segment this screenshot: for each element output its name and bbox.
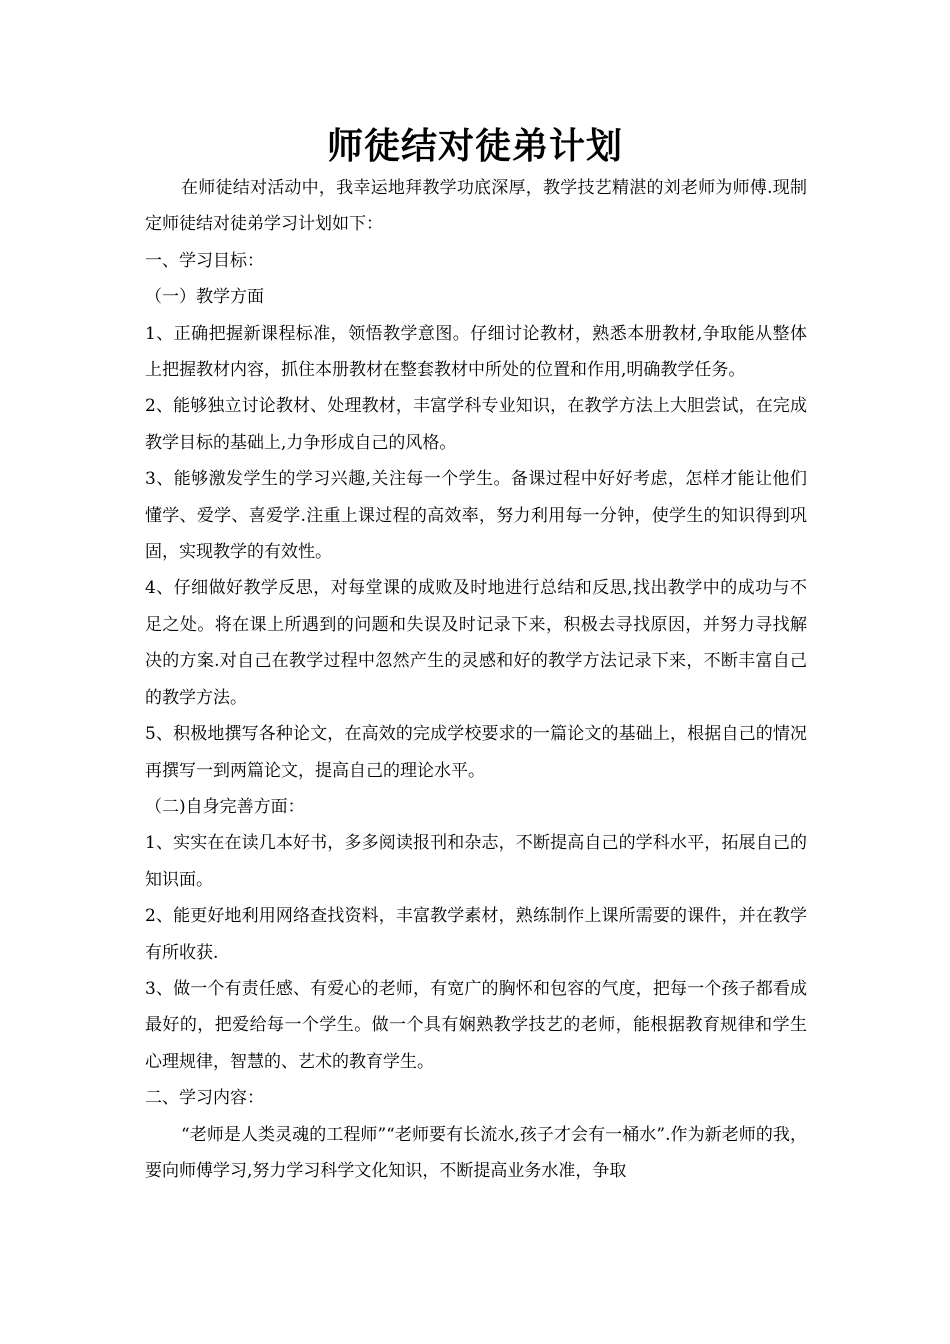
goal-item-1: 1、正确把握新课程标准，领悟教学意图。仔细讨论教材，熟悉本册教材,争取能从整体上把握教材内容，抓住本册教材在整套教材中所处的位置和作用,明确教学任务。 xyxy=(145,323,807,381)
document-body xyxy=(145,170,807,1189)
content-paragraph: “老师是人类灵魂的工程师”“老师要有长流水,孩子才会有一桶水”.作为新老师的我，要向师傅学习,努力学习科学文化知识，不断提高业务水准，争取 xyxy=(145,1124,807,1181)
intro-paragraph: 在师徒结对活动中，我幸运地拜教学功底深厚，教学技艺精湛的刘老师为师傅.现制定师徒结对徒弟学习计划如下： xyxy=(145,178,807,235)
goal-item-4: 4、仔细做好教学反思，对每堂课的成败及时地进行总结和反思,找出教学中的成功与不足之处。将在课上所遇到的问题和失误及时记录下来，积极去寻找原因，并努力寻找解决的方案.对自己在教学过程中忽然产生的灵感和好的教学方法记录下来，不断丰富自己的教学方法。 xyxy=(145,578,807,708)
self-item-2: 2、能更好地利用网络查找资料，丰富教学素材，熟练制作上课所需要的课件，并在教学有所收获. xyxy=(145,906,807,963)
goal-item-5: 5、积极地撰写各种论文，在高效的完成学校要求的一篇论文的基础上，根据自己的情况再撰写一到两篇论文，提高自己的理论水平。 xyxy=(145,724,807,781)
self-item-3: 3、做一个有责任感、有爱心的老师，有宽广的胸怀和包容的气度，把每一个孩子都看成最好的，把爱给每一个学生。做一个具有娴熟教学技艺的老师，能根据教育规律和学生心理规律，智慧的、艺术的教育学生。 xyxy=(145,978,807,1072)
subsection-heading-teaching: （一）教学方面 xyxy=(145,287,264,308)
self-item-1: 1、实实在在读几本好书，多多阅读报刊和杂志，不断提高自己的学科水平，拓展自己的知识面。 xyxy=(145,833,807,890)
document-title: 师徒结对徒弟计划 xyxy=(326,126,623,167)
goal-item-2: 2、能够独立讨论教材、处理教材，丰富学科专业知识，在教学方法上大胆尝试，在完成教学目标的基础上,力争形成自己的风格。 xyxy=(145,396,807,453)
section-heading-goals: 一、学习目标： xyxy=(145,250,264,271)
subsection-heading-self: （二)自身完善方面： xyxy=(145,796,305,817)
section-heading-content: 二、学习内容： xyxy=(145,1088,264,1109)
goal-item-3: 3、能够激发学生的学习兴趣,关注每一个学生。备课过程中好好考虑，怎样才能让他们懂学、爱学、喜爱学.注重上课过程的高效率，努力利用每一分钟，使学生的知识得到巩固，实现教学的有效性。 xyxy=(145,469,807,563)
